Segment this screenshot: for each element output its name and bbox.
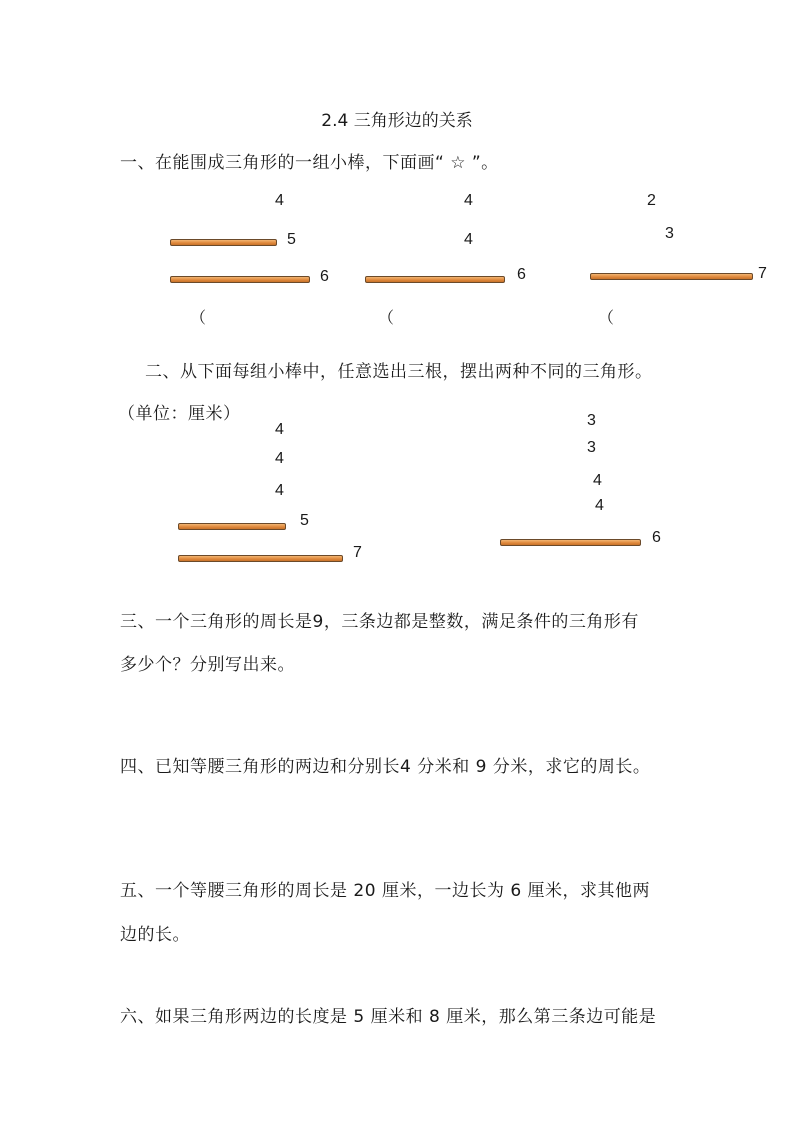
stick-label: 5 xyxy=(287,231,296,248)
stick-label: 4 xyxy=(464,192,473,209)
worksheet-title: 2.4 三角形边的关系 xyxy=(321,111,473,131)
q5-line-2: 边的长。 xyxy=(120,925,190,945)
stick xyxy=(170,239,277,246)
stick-label: 4 xyxy=(275,192,284,209)
stick-label: 6 xyxy=(517,266,526,283)
stick-label: 3 xyxy=(665,225,674,242)
stick-label: 4 xyxy=(275,450,284,467)
q1-text: 一、在能围成三角形的一组小棒，下面画“ ☆ ”。 xyxy=(120,153,499,173)
answer-paren: （ xyxy=(190,308,207,327)
stick xyxy=(178,523,286,530)
stick-label: 4 xyxy=(275,482,284,499)
q2-unit: （单位：厘米） xyxy=(118,404,241,424)
stick-label: 4 xyxy=(464,231,473,248)
stick-label: 3 xyxy=(587,412,596,429)
stick-label: 7 xyxy=(353,544,362,561)
stick-label: 4 xyxy=(275,421,284,438)
q2-text: 二、从下面每组小棒中，任意选出三根，摆出两种不同的三角形。 xyxy=(145,362,653,382)
stick-label: 7 xyxy=(758,265,767,282)
answer-paren: （ xyxy=(598,308,615,327)
answer-paren: （ xyxy=(378,308,395,327)
stick xyxy=(590,273,753,280)
q3-line-2: 多少个？分别写出来。 xyxy=(120,655,295,675)
q4-text: 四、已知等腰三角形的两边和分别长4 分米和 9 分米，求它的周长。 xyxy=(120,757,651,777)
stick-label: 4 xyxy=(593,472,602,489)
stick-label: 5 xyxy=(300,512,309,529)
stick xyxy=(365,276,505,283)
stick-label: 4 xyxy=(595,497,604,514)
q6-text: 六、如果三角形两边的长度是 5 厘米和 8 厘米，那么第三条边可能是 xyxy=(120,1007,657,1027)
q5-line-1: 五、一个等腰三角形的周长是 20 厘米，一边长为 6 厘米，求其他两 xyxy=(120,881,651,901)
stick xyxy=(500,539,641,546)
stick-label: 2 xyxy=(647,192,656,209)
q3-line-1: 三、一个三角形的周长是9，三条边都是整数，满足条件的三角形有 xyxy=(120,612,639,632)
stick-label: 6 xyxy=(320,268,329,285)
stick-label: 3 xyxy=(587,439,596,456)
stick-label: 6 xyxy=(652,529,661,546)
stick xyxy=(170,276,310,283)
stick xyxy=(178,555,343,562)
